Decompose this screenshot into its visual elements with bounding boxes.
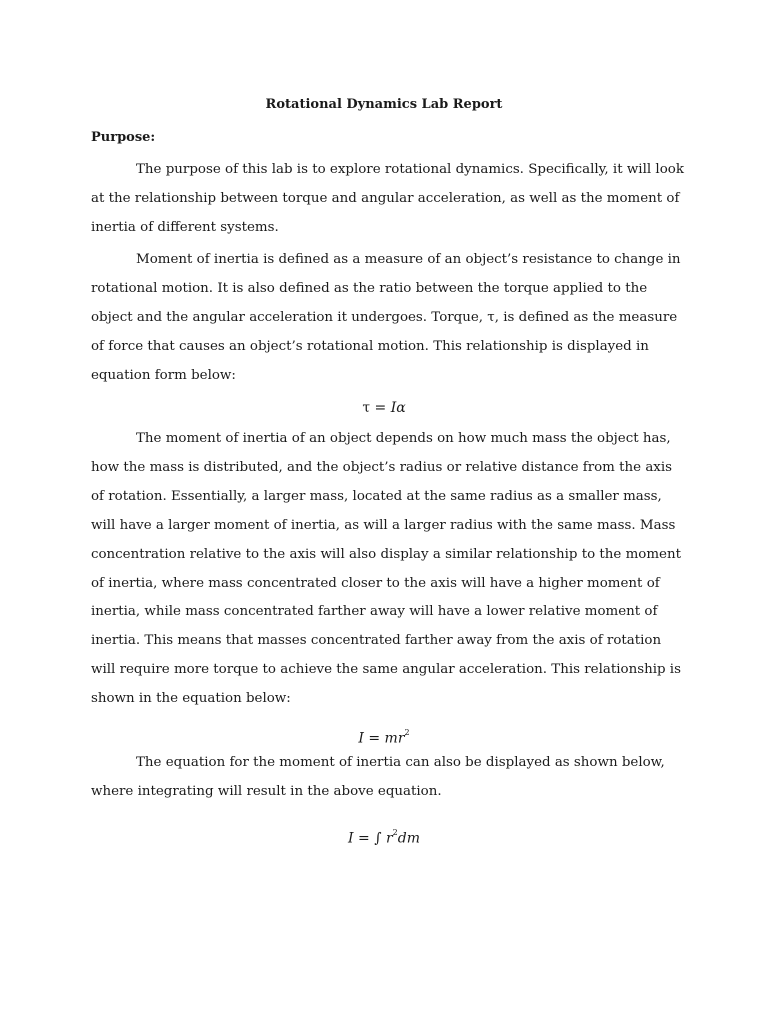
equation-integral-inertia — [0, 826, 768, 848]
equation-inertia-lhs: I — [358, 730, 364, 747]
equation-torque-lhs: τ — [362, 400, 371, 416]
paragraph-purpose: The purpose of this lab is to explore rotational dynamics. Specifically, it will look at the relationship between torque and angular acceleration, as well as the moment of inertia of different systems. — [91, 162, 684, 235]
paragraph-moment-of-inertia-definition: Moment of inertia is defined as a measure of an object’s resistance to change in rotational motion. It is also defined as the ratio between the torque applied to the object and the angular acceleration it undergoes. Torque, τ, is defined as the measure of force that causes an object’s rotational motion. This relationship is displayed in equation form below: — [91, 252, 681, 383]
section-heading-purpose: Purpose: — [91, 130, 156, 145]
equation-torque — [0, 399, 768, 417]
equation-torque-operator: = — [374, 400, 387, 416]
equation-moment-of-inertia — [0, 726, 768, 748]
equation-inertia-exponent: 2 — [404, 728, 410, 737]
equation-torque-rhs: Iα — [390, 400, 406, 416]
equation-integral-lhs: I — [348, 830, 354, 847]
paragraph-integral-form: The equation for the moment of inertia can also be displayed as shown below, where integrating will result in the above equation. — [91, 755, 665, 799]
paragraph-mass-distribution: The moment of inertia of an object depends on how much mass the object has, how the mass is distributed, and the object’s radius or relative distance from the axis of rotation. Essentially, a larger mass, located at the same radius as a smaller mass, will have a larger moment of inertia, as will a larger radius with the same mass. Mass concentration relative to the axis will also display a similar relationship to the moment of inertia, where mass concentrated closer to the axis will have a higher moment of inertia, while mass concentrated farther away will have a lower relative moment of inertia. This means that masses concentrated farther away from the axis of rotation will require more torque to achieve the same angular acceleration. This relationship is shown in the equation below: — [91, 431, 681, 707]
equation-inertia-rhs: mr — [384, 730, 405, 747]
integral-sign: ∫ — [374, 830, 382, 847]
equation-integral-rhs: r — [385, 830, 393, 847]
equation-integral-differential: dm — [397, 830, 420, 847]
equation-inertia-operator: = — [368, 730, 381, 747]
equation-integral-operator: = — [358, 830, 370, 847]
equation-integral-exponent: 2 — [392, 828, 398, 837]
document-title: Rotational Dynamics Lab Report — [265, 97, 503, 112]
